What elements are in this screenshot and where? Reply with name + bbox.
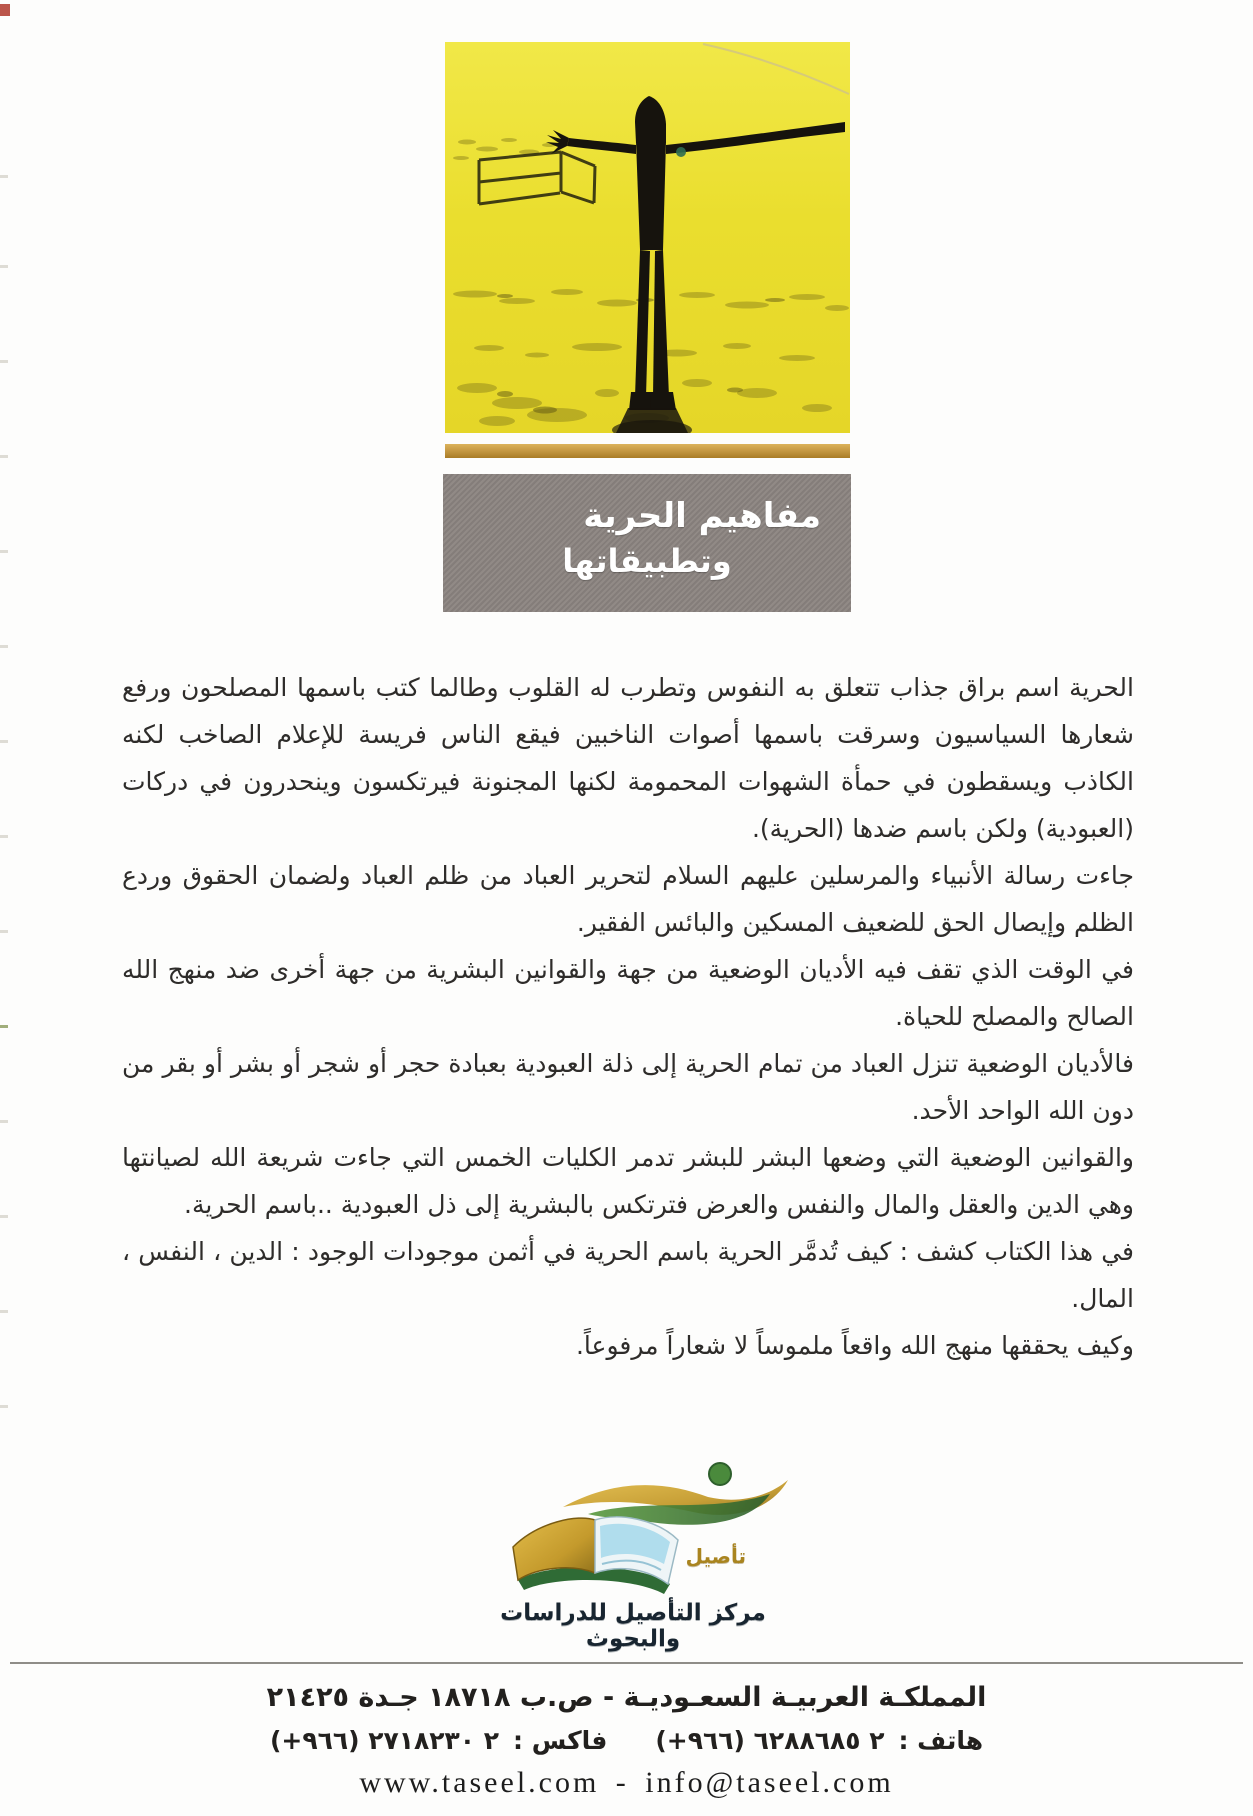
scan-mark bbox=[0, 835, 8, 838]
gold-divider-bar bbox=[445, 444, 850, 458]
cover-photo bbox=[445, 42, 850, 433]
taseel-logo bbox=[468, 1452, 798, 1652]
publisher-address: المملكـة العربيـة السعـوديـة - ص.ب ١٨٧١٨ جـدة ٢١٤٢٥ bbox=[266, 1682, 987, 1713]
phone-number: (+٩٦٦) ٢ ٦٢٨٨٦٨٥ bbox=[655, 1726, 885, 1755]
scan-mark bbox=[0, 1025, 8, 1028]
blurb-text bbox=[122, 664, 1134, 1369]
swoosh-figure-icon bbox=[563, 1463, 788, 1525]
book-title-line2: وتطبيقاتها bbox=[562, 542, 732, 580]
scan-mark bbox=[0, 455, 8, 458]
publisher-phone-fax bbox=[0, 1726, 1253, 1755]
blurb-paragraph: جاءت رسالة الأنبياء والمرسلين عليهم السلام لتحرير العباد من ظلم العباد ولضمان الحقوق وردع الظلم وإيصال الحق للضعيف المسكين والبائس الفقير. bbox=[122, 861, 1134, 937]
torso bbox=[636, 141, 666, 250]
logo-wordmark: تأصيل bbox=[685, 1544, 746, 1568]
scan-mark bbox=[0, 1405, 8, 1408]
scan-mark bbox=[0, 645, 8, 648]
scan-mark bbox=[0, 4, 10, 16]
scan-mark bbox=[0, 1215, 8, 1218]
footer-divider bbox=[10, 1662, 1243, 1664]
fax-label: فاكس : bbox=[513, 1726, 608, 1755]
scan-mark bbox=[0, 265, 8, 268]
blurb-paragraph: في الوقت الذي تقف فيه الأديان الوضعية من جهة والقوانين البشرية من جهة أخرى ضد منهج الله الصالح والمصلح للحياة. bbox=[122, 955, 1134, 1031]
green-spot bbox=[676, 147, 686, 157]
title-box bbox=[443, 474, 851, 612]
book-title-line1: مفاهيم الحرية bbox=[583, 496, 821, 536]
scan-mark bbox=[0, 740, 8, 743]
right-boot bbox=[650, 392, 676, 410]
scan-mark bbox=[0, 930, 8, 933]
blurb-paragraph: فالأديان الوضعية تنزل العباد من تمام الحرية إلى ذلة العبودية بعبادة حجر أو شجر أو بشر أو بقر من دون الله الواحد الأحد. bbox=[122, 1049, 1134, 1125]
logo-caption: مركز التأصيل للدراسات والبحوث bbox=[500, 1600, 766, 1652]
fax-number: (+٩٦٦) ٢ ٢٧١٨٢٣٠ bbox=[269, 1726, 500, 1755]
scan-mark bbox=[0, 175, 8, 178]
blurb-paragraph: والقوانين الوضعية التي وضعها البشر للبشر تدمر الكليات الخمس التي جاءت شريعة الله لصيانتها وهي الدين والعقل والمال والنفس والعرض فترتكس بالبشرية إلى ذل العبودية ..باسم الحرية. bbox=[122, 1143, 1134, 1219]
phone-label: هاتف : bbox=[898, 1726, 984, 1755]
taseel-logo-icon bbox=[468, 1452, 798, 1597]
blurb-paragraph: الحرية اسم براق جذاب تتعلق به النفوس وتطرب له القلوب وطالما كتب باسمها المصلحون ورفع شعارها السياسيون وسرقت باسمها أصوات الناخبين فيقع الناس فريسة للإعلام الصاخب لكنه الكاذب ويسقطون في حمأة الشهوات المحمومة لكنها المجنونة فيرتكسون وينحدرون في دركات (العبودية) ولكن باسم ضدها (الحرية). bbox=[122, 673, 1134, 843]
scan-mark bbox=[0, 360, 8, 363]
open-book-icon bbox=[513, 1517, 678, 1594]
scan-mark bbox=[0, 550, 8, 553]
scan-mark bbox=[0, 1120, 8, 1123]
scan-mark bbox=[0, 1310, 8, 1313]
beach-silhouette-illustration bbox=[445, 42, 850, 433]
blurb-paragraph: وكيف يحققها منهج الله واقعاً ملموساً لا شعاراً مرفوعاً. bbox=[575, 1331, 1134, 1360]
publisher-web-email: www.taseel.com - info@taseel.com bbox=[359, 1766, 894, 1799]
blurb-paragraph: في هذا الكتاب كشف : كيف تُدمَّر الحرية باسم الحرية في أثمن موجودات الوجود : الدين ، النفس ، المال. bbox=[122, 1237, 1134, 1313]
